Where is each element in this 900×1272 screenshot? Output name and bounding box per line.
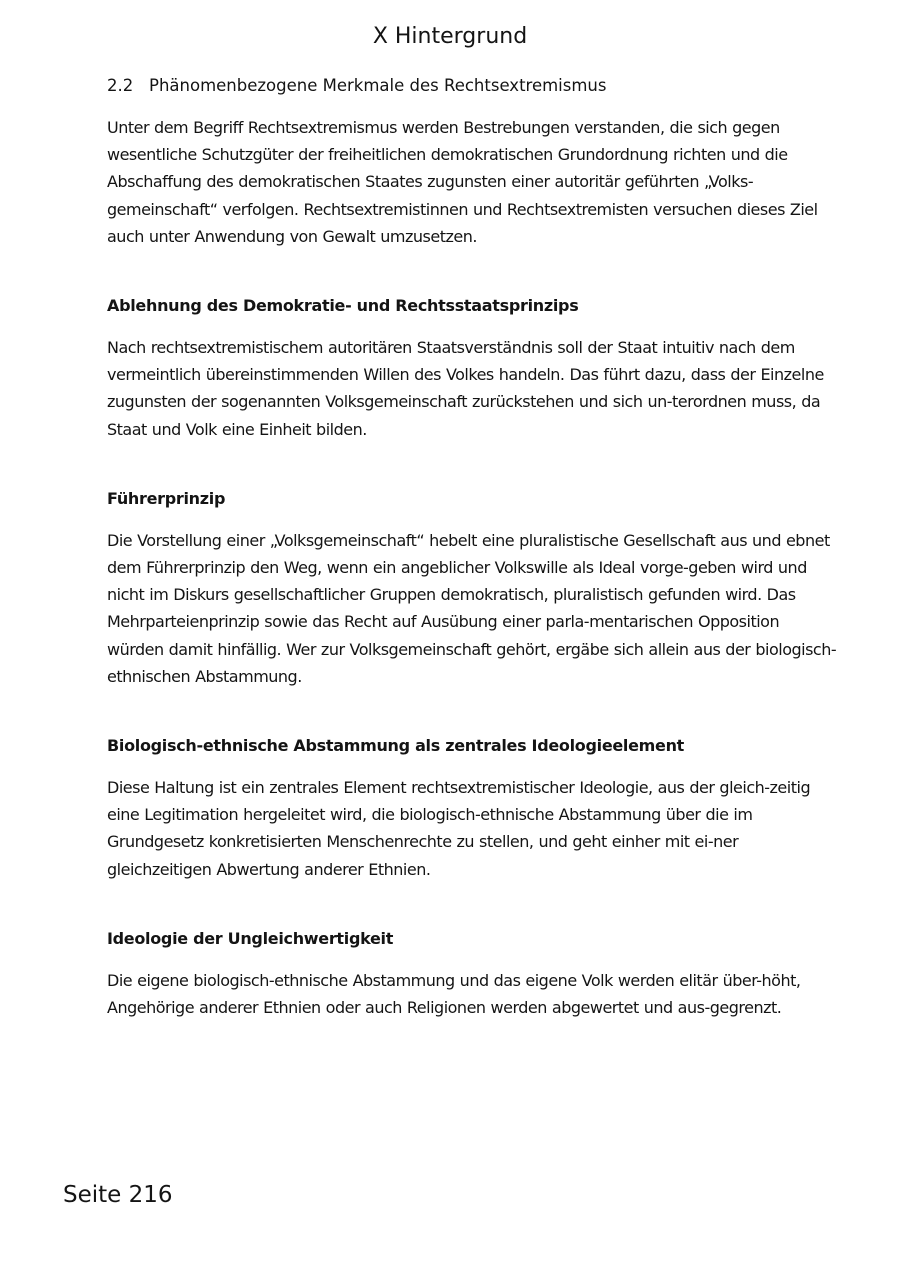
page-number: Seite 216	[63, 1182, 173, 1208]
subsection-paragraph: Die eigene biologisch-ethnische Abstammung und das eigene Volk werden elitär über-höht, Angehörige anderer Ethnien oder auch Religionen werden abgewertet und aus-gegrenzt.	[107, 970, 801, 1018]
subsection-ethnic-descent	[107, 732, 837, 883]
section-heading	[107, 72, 837, 100]
subsection-democracy	[107, 292, 837, 443]
section-title: Phänomenbezogene Merkmale des Rechtsextremismus	[149, 76, 607, 95]
subsection-heading: Ablehnung des Demokratie- und Rechtsstaatsprinzips	[107, 296, 579, 316]
main-content	[107, 72, 837, 1021]
subsection-paragraph: Die Vorstellung einer „Volksgemeinschaft“ hebelt eine pluralistische Gesellschaft aus und ebnet dem Führerprinzip den Weg, wenn ein angeblicher Volkswille als Ideal vorge-geben wird und nicht im Diskurs gesellschaftlicher Gruppen demokratisch, pluralistisch gefunden wird. Das Mehrparteienprinzip sowie das Recht auf Ausübung einer parla-mentarischen Opposition würden damit hinfällig. Wer zur Volksgemeinschaft gehört, ergäbe sich allein aus der biologisch-ethnischen Abstammung.	[107, 530, 837, 686]
subsection-paragraph: Nach rechtsextremistischem autoritären Staatsverständnis soll der Staat intuitiv nach dem vermeintlich übereinstimmenden Willen des Volkes handeln. Das führt dazu, dass der Einzelne zugunsten der sogenannten Volksgemeinschaft zurückstehen und sich un-terordnen muss, da Staat und Volk eine Einheit bilden.	[107, 338, 824, 439]
subsection-leader-principle	[107, 485, 837, 690]
page-header-title: X Hintergrund	[372, 24, 528, 49]
subsection-heading: Biologisch-ethnische Abstammung als zentrales Ideologieelement	[107, 736, 685, 756]
subsection-heading: Führerprinzip	[107, 488, 226, 508]
intro-paragraph: Unter dem Begriff Rechtsextremismus werden Bestrebungen verstanden, die sich gegen wesentliche Schutzgüter der freiheitlichen demokratischen Grundordnung richten und die Abschaffung des demokratischen Staates zugunsten einer autoritär geführten „Volks-gemeinschaft“ verfolgen. Rechtsextremistinnen und Rechtsextremisten versuchen dieses Ziel auch unter Anwendung von Gewalt umzusetzen.	[107, 118, 818, 246]
subsection-inequality	[107, 925, 837, 1021]
subsection-heading: Ideologie der Ungleichwertigkeit	[107, 928, 394, 948]
section-number: 2.2	[107, 76, 134, 95]
subsection-paragraph: Diese Haltung ist ein zentrales Element rechtsextremistischer Ideologie, aus der gleich-zeitig eine Legitimation hergeleitet wird, die biologisch-ethnische Abstammung über die im Grundgesetz konkretisierten Menschenrechte zu stellen, und geht einher mit ei-ner gleichzeitigen Abwertung anderer Ethnien.	[107, 778, 811, 879]
